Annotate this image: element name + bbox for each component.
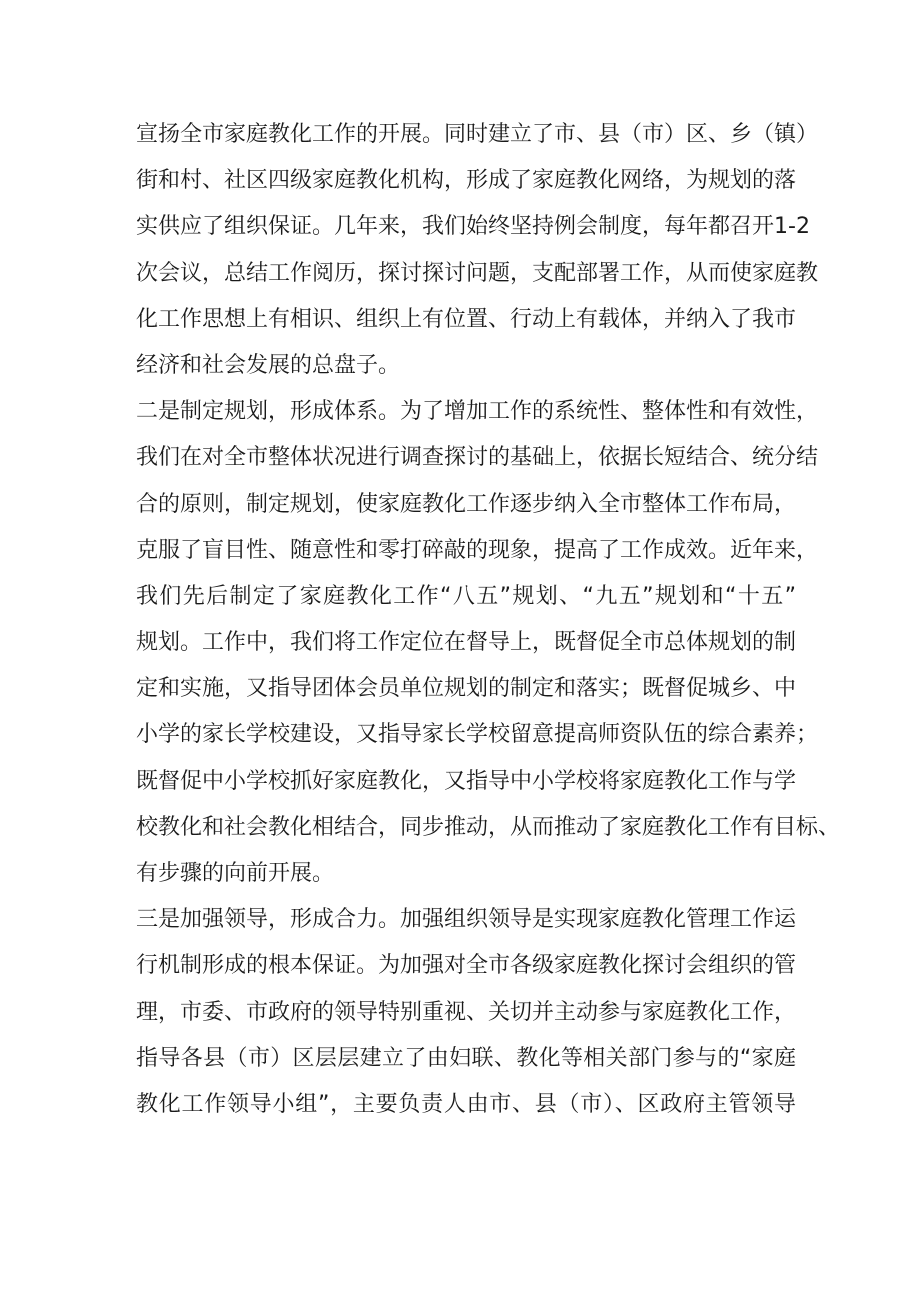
text-line: 经济和社会发展的总盘子。 [136,352,401,378]
text-line: 次会议，总结工作阅历，探讨探讨问题，支配部署工作，从而使家庭教 [136,260,819,286]
text-line: 合的原则，制定规划，使家庭教化工作逐步纳入全市整体工作布局， [136,491,797,517]
text-line: 小学的家长学校建设，又指导家长学校留意提高师资队伍的综合素养； [136,722,819,748]
text-line: 化工作思想上有相识、组织上有位置、行动上有载体，并纳入了我市 [136,306,797,332]
text-line: 既督促中小学校抓好家庭教化，又指导中小学校将家庭教化工作与学 [136,768,797,794]
text-line: 指导各县（市）区层层建立了由妇联、教化等相关部门参与的“家庭 [136,1045,796,1071]
text-line: 街和村、社区四级家庭教化机构，形成了家庭教化网络，为规划的落 [136,168,797,194]
text-line: 规划。工作中，我们将工作定位在督导上，既督促全市总体规划的制 [136,630,797,656]
text-line: 实供应了组织保证。几年来，我们始终坚持例会制度，每年都召开1-2 [136,214,810,240]
text-line: 有步骤的向前开展。 [136,861,335,886]
text-line: 克服了盲目性、随意性和零打碎敲的现象，提高了工作成效。近年来， [136,537,819,563]
text-line: 行机制形成的根本保证。为加强对全市各级家庭教化探讨会组织的管 [136,953,797,979]
text-line: 定和实施，又指导团体会员单位规划的制定和落实；既督促城乡、中 [136,676,797,702]
text-line: 宣扬全市家庭教化工作的开展。同时建立了市、县（市）区、乡（镇） [136,122,819,147]
text-line: 我们先后制定了家庭教化工作“八五”规划、“九五”规划和“十五” [136,583,796,609]
text-line: 三是加强领导，形成合力。加强组织领导是实现家庭教化管理工作运 [136,907,797,933]
text-line: 二是制定规划，形成体系。为了增加工作的系统性、整体性和有效性， [136,399,819,425]
text-line: 校教化和社会教化相结合，同步推动，从而推动了家庭教化工作有目标、 [136,814,841,840]
body-text [136,112,841,1128]
text-line: 教化工作领导小组”，主要负责人由市、县（市）、区政府主管领导 [136,1091,796,1117]
text-line: 理，市委、市政府的领导特别重视、关切并主动参与家庭教化工作， [136,999,797,1025]
text-line: 我们在对全市整体状况进行调查探讨的基础上，依据长短结合、统分结 [136,445,819,471]
